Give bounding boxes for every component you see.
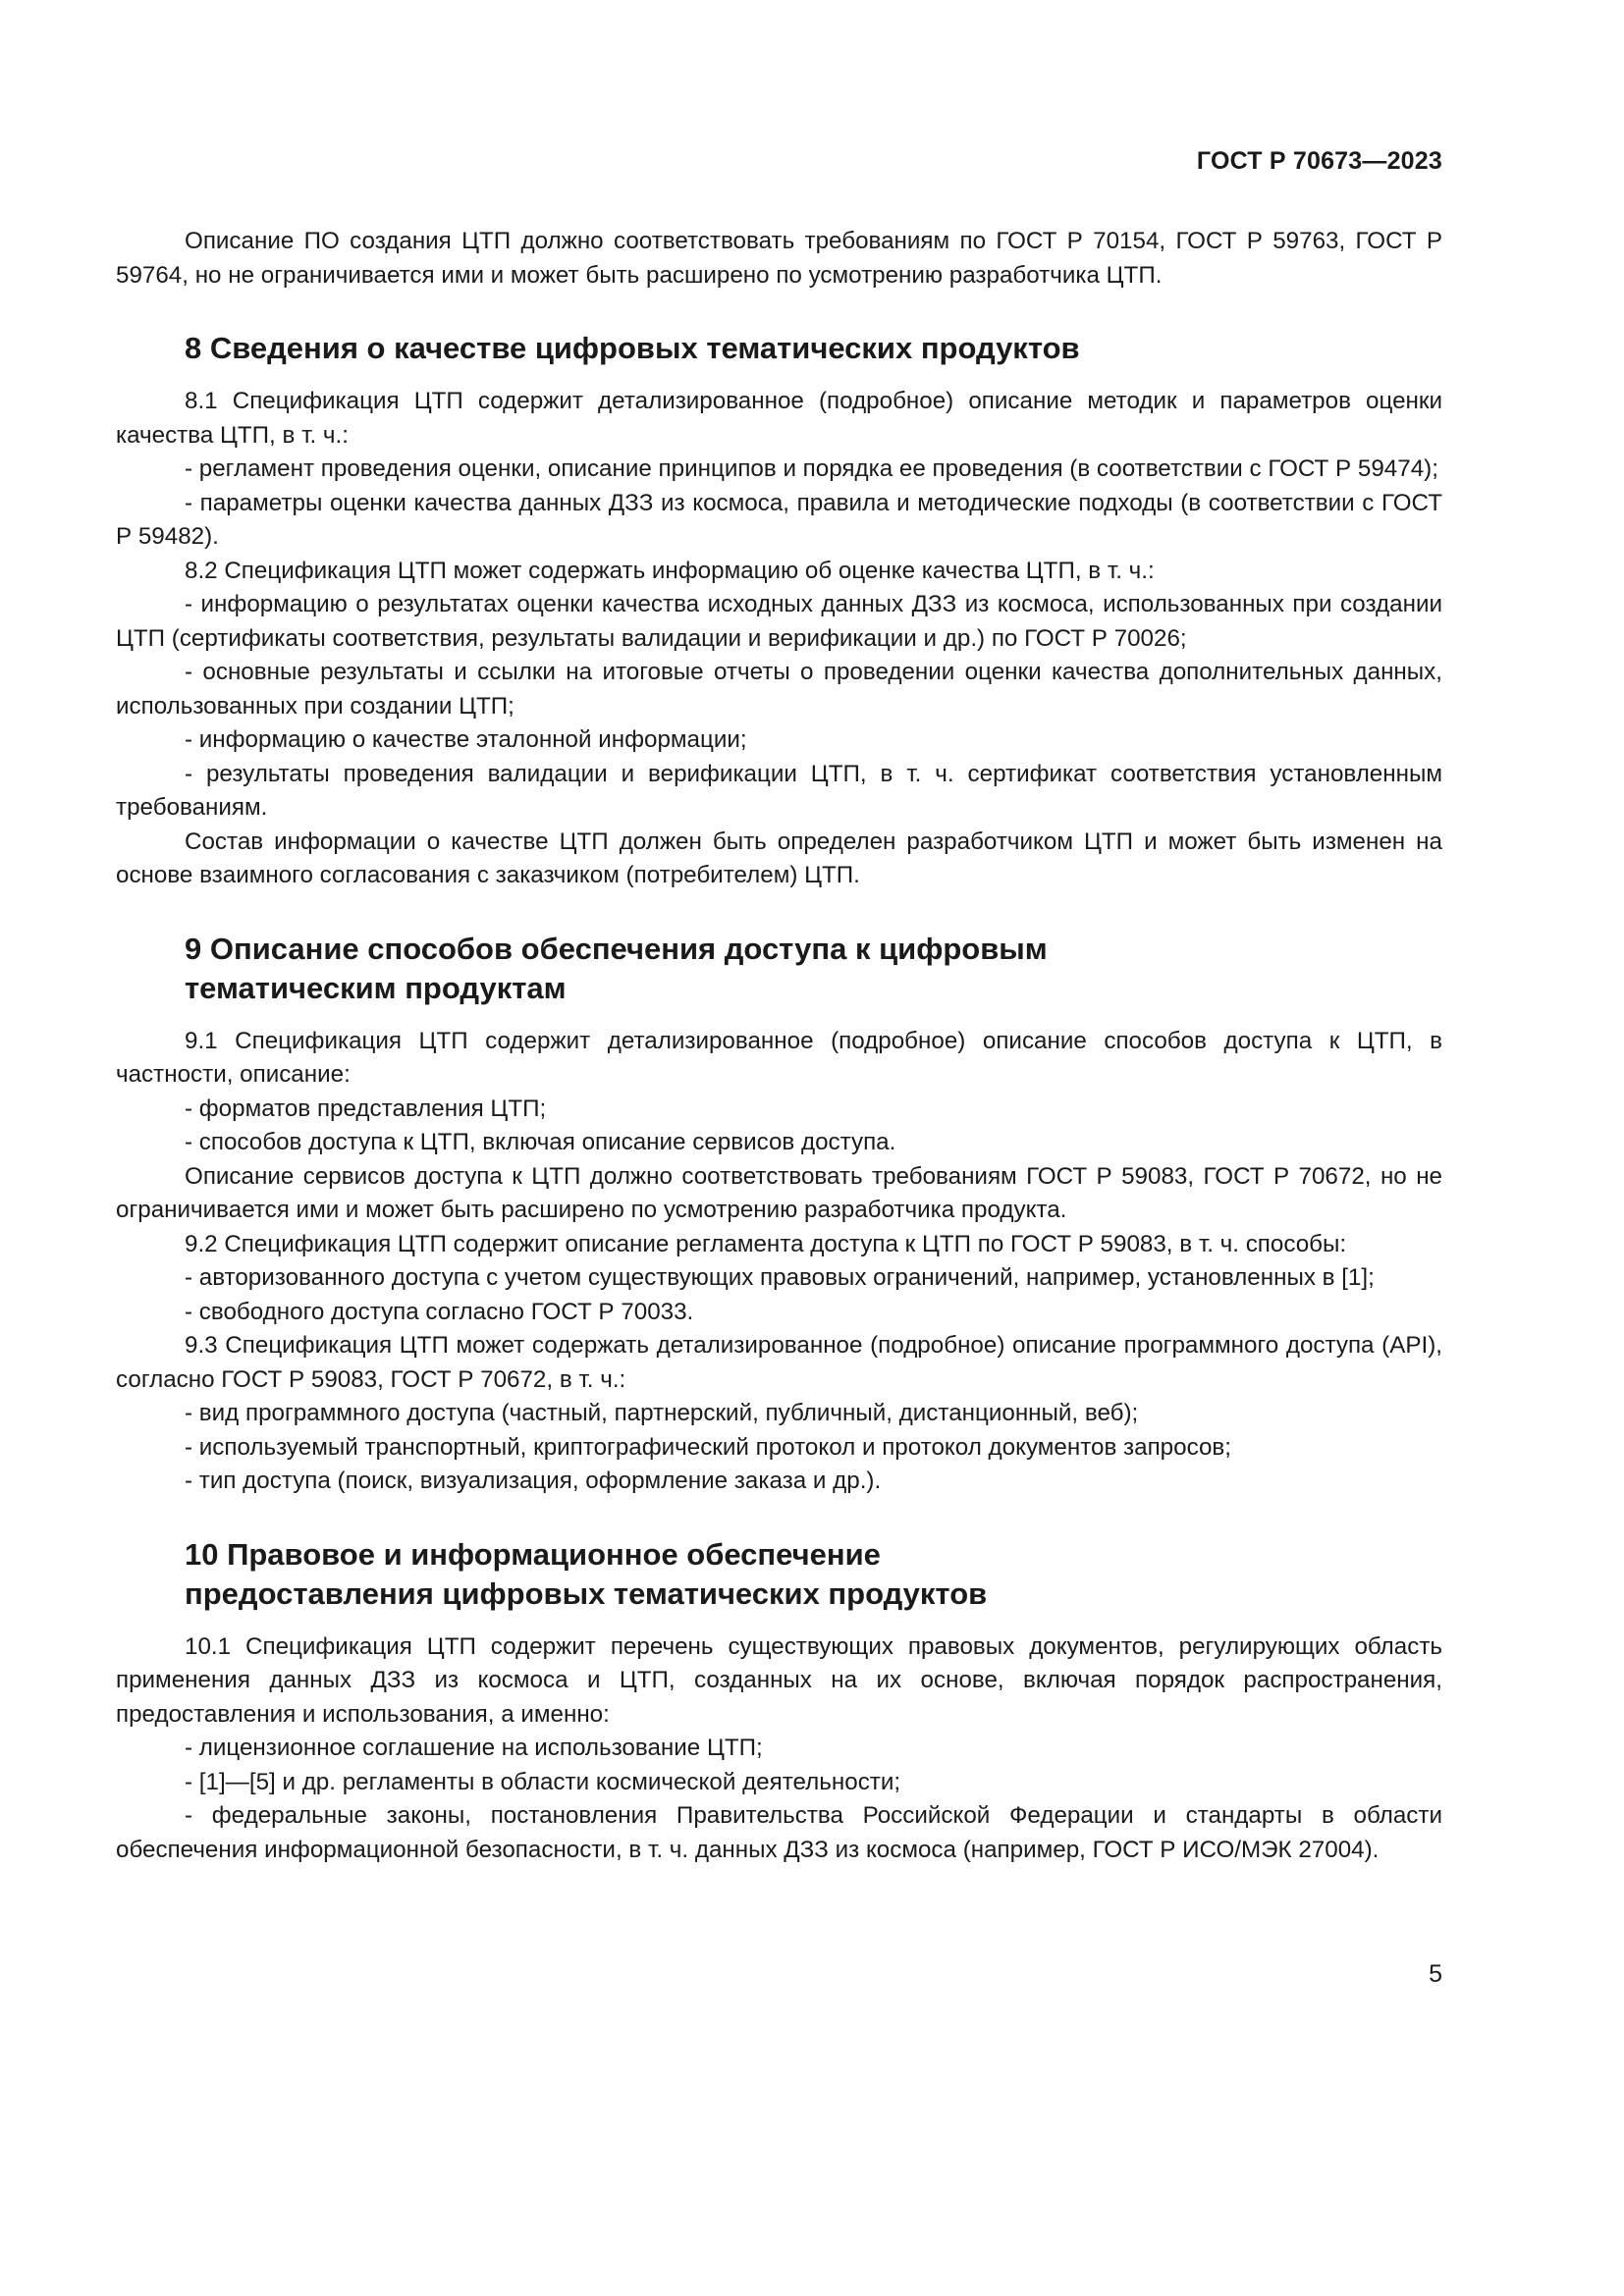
list-item: - результаты проведения валидации и верификации ЦТП, в т. ч. сертификат соответствия установленным требованиям. [116, 760, 1442, 821]
page-number: 5 [1429, 1960, 1442, 1988]
section-10-title-line-2: предоставления цифровых тематических продуктов [185, 1575, 988, 1611]
intro-paragraph: Описание ПО создания ЦТП должно соответствовать требованиям по ГОСТ Р 70154, ГОСТ Р 59763, ГОСТ Р 59764, но не ограничивается ими и может быть расширено по усмотрению разработчика ЦТП. [116, 228, 1442, 289]
section-8-title: 8 Сведения о качестве цифровых тематических продуктов [185, 331, 1080, 365]
section-9-3-paragraph: 9.3 Спецификация ЦТП может содержать детализированное (подробное) описание программного доступа (API), согласно ГОСТ Р 59083, ГОСТ Р 70672, в т. ч.: [116, 1332, 1442, 1393]
section-8-1-paragraph: 8.1 Спецификация ЦТП содержит детализированное (подробное) описание методик и параметров оценки качества ЦТП, в т. ч.: [116, 388, 1442, 449]
section-8-2-paragraph: 8.2 Спецификация ЦТП может содержать информацию об оценке качества ЦТП, в т. ч.: [185, 557, 1155, 584]
list-item: - тип доступа (поиск, визуализация, оформление заказа и др.). [185, 1468, 882, 1494]
section-10-1-paragraph: 10.1 Спецификация ЦТП содержит перечень существующих правовых документов, регулирующих область применения данных ДЗЗ из космоса и ЦТП, созданных на их основе, включая порядок распространения, предоставления и использования, а именно: [116, 1632, 1442, 1728]
section-9-access-services-paragraph: Описание сервисов доступа к ЦТП должно соответствовать требованиям ГОСТ Р 59083, ГОСТ Р 70672, но не ограничивается ими и может быть расширено по усмотрению разработчика продукта. [116, 1162, 1442, 1223]
list-item: - используемый транспортный, криптографический протокол и протокол документов запросов; [185, 1433, 1231, 1461]
list-item: - [1]—[5] и др. регламенты в области космической деятельности; [185, 1768, 901, 1795]
list-item: - регламент проведения оценки, описание принципов и порядка ее проведения (в соответствии с ГОСТ Р 59474); [185, 455, 1438, 482]
list-item: - информацию о качестве эталонной информации; [185, 726, 747, 753]
list-item: - вид программного доступа (частный, партнерский, публичный, дистанционный, веб); [185, 1400, 1139, 1426]
list-item: - форматов представления ЦТП; [185, 1095, 547, 1122]
document-body [116, 225, 1442, 1867]
list-item: - информацию о результатах оценки качества исходных данных ДЗЗ из космоса, использованных при создании ЦТП (сертификаты соответствия, результаты валидации и верификации и др.) по ГОСТ Р 70026; [116, 591, 1442, 652]
section-9-title-line-1: 9 Описание способов обеспечения доступа к цифровым [185, 931, 1048, 966]
list-item: - способов доступа к ЦТП, включая описание сервисов доступа. [185, 1129, 896, 1155]
section-10-title-line-1: 10 Правовое и информационное обеспечение [185, 1536, 881, 1572]
list-item: - авторизованного доступа с учетом существующих правовых ограничений, например, установленных в [1]; [185, 1264, 1375, 1291]
list-item: - лицензионное соглашение на использование ЦТП; [185, 1735, 763, 1761]
list-item: - параметры оценки качества данных ДЗЗ из космоса, правила и методические подходы (в соответствии с ГОСТ Р 59482). [116, 489, 1442, 550]
section-9-2-paragraph: 9.2 Спецификация ЦТП содержит описание регламента доступа к ЦТП по ГОСТ Р 59083, в т. ч. способы: [185, 1230, 1347, 1257]
document-code-header: ГОСТ Р 70673—2023 [1196, 147, 1442, 175]
section-10-title [116, 1535, 1442, 1614]
list-item: - федеральные законы, постановления Правительства Российской Федерации и стандарты в области обеспечения информационной безопасности, в т. ч. данных ДЗЗ из космоса (например, ГОСТ Р ИСО/МЭК 27004). [116, 1802, 1442, 1863]
list-item: - основные результаты и ссылки на итоговые отчеты о проведении оценки качества дополнительных данных, использованных при создании ЦТП; [116, 659, 1442, 720]
section-9-title-line-2: тематическим продуктам [185, 970, 567, 1005]
list-item: - свободного доступа согласно ГОСТ Р 70033. [185, 1298, 694, 1325]
section-9-1-paragraph: 9.1 Спецификация ЦТП содержит детализированное (подробное) описание способов доступа к ЦТП, в частности, описание: [116, 1027, 1442, 1088]
section-8-quality-composition-paragraph: Состав информации о качестве ЦТП должен быть определен разработчиком ЦТП и может быть изменен на основе взаимного согласования с заказчиком (потребителем) ЦТП. [116, 828, 1442, 888]
section-9-title [116, 930, 1442, 1008]
